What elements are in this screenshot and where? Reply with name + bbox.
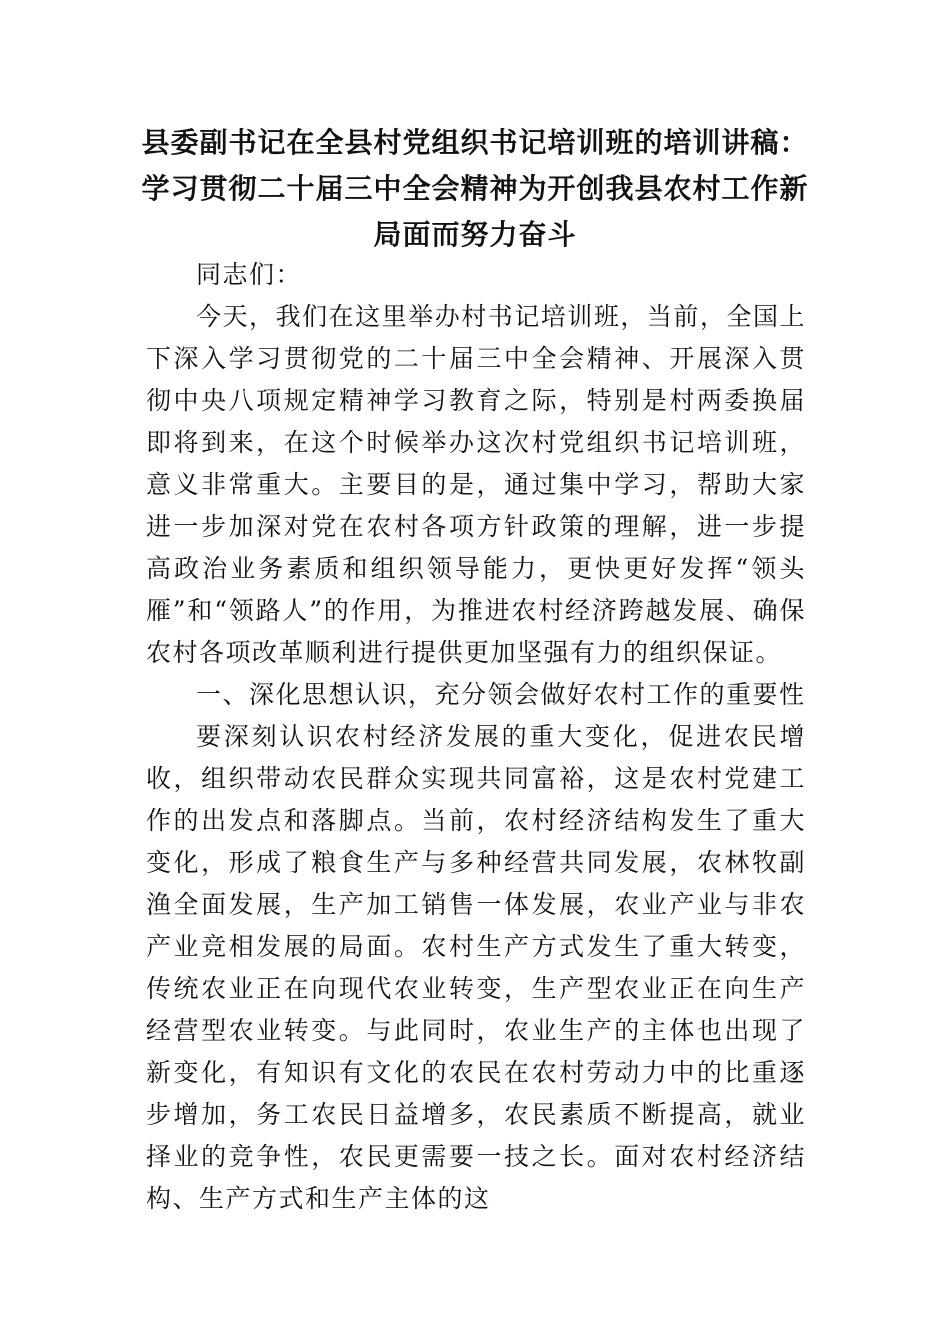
greeting: 同志们： <box>196 260 303 289</box>
section-heading: 一、深化思想认识，充分领会做好农村工作的重要性 <box>196 680 806 709</box>
section-paragraph: 要深刻认识农村经济发展的重大变化，促进农民增收，组织带动农民群众实现共同富裕，这是农村党建工作的出发点和落脚点。当前，农村经济结构发生了重大变化，形成了粮食生产与多种经营共同发展，农林牧副渔全面发展，生产加工销售一体发展，农业产业与非农产业竞相发展的局面。农村生产方式发生了重大转变，传统农业正在向现代农业转变，生产型农业正在向生产经营型农业转变。与此同时，农业生产的主体也出现了新变化，有知识有文化的农民在农村劳动力中的比重逐步增加，务工农民日益增多，农民素质不断提高，就业择业的竞争性，农民更需要一技之长。面对农村经济结构、生产方式和生产主体的这 <box>146 722 806 1213</box>
document-body <box>146 254 806 1220</box>
document-title: 县委副书记在全县村党组织书记培训班的培训讲稿：学习贯彻二十届三中全会精神为开创我县农村工作新局面而努力奋斗 <box>141 126 809 251</box>
intro-paragraph: 今天，我们在这里举办村书记培训班，当前，全国上下深入学习贯彻党的二十届三中全会精神、开展深入贯彻中央八项规定精神学习教育之际，特别是村两委换届即将到来，在这个时候举办这次村党组织书记培训班，意义非常重大。主要目的是，通过集中学习，帮助大家进一步加深对党在农村各项方针政策的理解，进一步提高政治业务素质和组织领导能力，更快更好发挥“领头雁”和“领路人”的作用，为推进农村经济跨越发展、确保农村各项改革顺利进行提供更加坚强有力的组织保证。 <box>146 302 806 667</box>
